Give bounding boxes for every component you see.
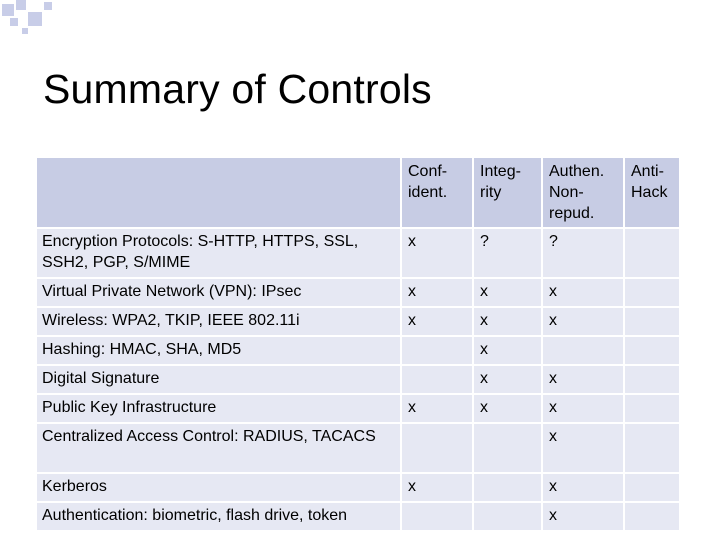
cell-anti-hack [624,278,680,307]
cell-authentication [542,336,624,365]
row-label: Encryption Protocols: S-HTTP, HTTPS, SSL, SSH2, PGP, S/MIME [37,228,401,278]
cell-anti-hack [624,228,680,278]
corner-decoration [0,0,60,40]
cell-confidentiality [401,336,473,365]
table-header-row [37,158,680,228]
cell-integrity: x [473,278,542,307]
cell-confidentiality [401,365,473,394]
cell-integrity: x [473,336,542,365]
cell-confidentiality: x [401,394,473,423]
cell-integrity: x [473,307,542,336]
table-row [37,423,680,473]
table-row [37,278,680,307]
row-label: Public Key Infrastructure [37,394,401,423]
table-row [37,336,680,365]
cell-integrity: ? [473,228,542,278]
table-row [37,365,680,394]
cell-authentication: x [542,394,624,423]
header-anti-hack: Anti- Hack [624,158,680,228]
cell-anti-hack [624,423,680,473]
cell-anti-hack [624,336,680,365]
table-row [37,228,680,278]
table-row [37,394,680,423]
table-row [37,473,680,502]
cell-confidentiality: x [401,307,473,336]
header-control [37,158,401,228]
row-label: Virtual Private Network (VPN): IPsec [37,278,401,307]
cell-integrity: x [473,394,542,423]
cell-integrity [473,423,542,473]
row-label: Hashing: HMAC, SHA, MD5 [37,336,401,365]
cell-confidentiality [401,502,473,531]
cell-anti-hack [624,394,680,423]
cell-integrity: x [473,365,542,394]
row-label: Wireless: WPA2, TKIP, IEEE 802.11i [37,307,401,336]
cell-anti-hack [624,307,680,336]
cell-authentication: x [542,365,624,394]
row-label: Digital Signature [37,365,401,394]
cell-authentication: x [542,278,624,307]
cell-authentication: ? [542,228,624,278]
cell-authentication: x [542,473,624,502]
header-confidentiality: Conf- ident. [401,158,473,228]
row-label: Centralized Access Control: RADIUS, TACACS [37,423,401,473]
cell-confidentiality: x [401,228,473,278]
cell-confidentiality: x [401,473,473,502]
table-row [37,502,680,531]
cell-anti-hack [624,365,680,394]
row-label: Authentication: biometric, flash drive, token [37,502,401,531]
row-label: Kerberos [37,473,401,502]
cell-integrity [473,473,542,502]
header-authentication: Authen. Non- repud. [542,158,624,228]
cell-confidentiality: x [401,278,473,307]
table-row [37,307,680,336]
cell-anti-hack [624,473,680,502]
slide-title: Summary of Controls [43,66,432,112]
controls-table [37,158,681,532]
cell-authentication: x [542,307,624,336]
cell-anti-hack [624,502,680,531]
header-integrity: Integ- rity [473,158,542,228]
cell-integrity [473,502,542,531]
cell-authentication: x [542,423,624,473]
cell-authentication: x [542,502,624,531]
cell-confidentiality [401,423,473,473]
